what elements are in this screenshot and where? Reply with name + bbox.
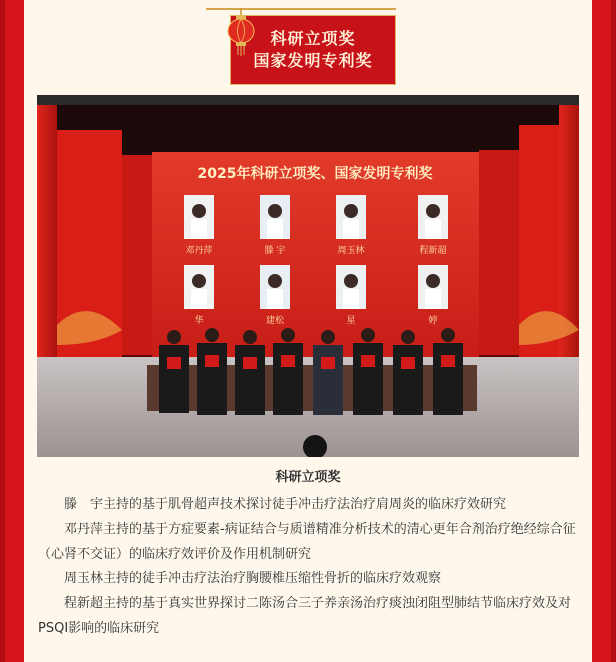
- screen-name-3: 周玉林: [337, 246, 365, 256]
- project-item-1: 滕 宇主持的基于肌骨超声技术探讨徒手冲击疗法治疗肩周炎的临床疗效研究: [64, 497, 507, 512]
- screen-name-6: 建松: [265, 316, 285, 326]
- photo-caption: 科研立项奖: [275, 470, 341, 485]
- screen-name-2: 滕 宇: [264, 246, 286, 256]
- screen-name-1: 邓丹萍: [185, 246, 213, 256]
- banner-title-line-2: 国家发明专利奖: [253, 51, 373, 70]
- banner-title-line-1: 科研立项奖: [270, 29, 356, 48]
- screen-name-8: 婷: [428, 316, 438, 326]
- screen-title: 2025年科研立项奖、国家发明专利奖: [197, 166, 433, 182]
- lantern-icon: [226, 8, 256, 56]
- project-list: [38, 493, 583, 642]
- screen-name-7: 星: [346, 316, 356, 326]
- project-item-2: 邓丹萍主持的基于方症要素-病证结合与质谱精准分析技术的清心更年合剂治疗绝经综合征（心肾不交证）的临床疗效评价及作用机制研究: [38, 521, 576, 562]
- project-item-3: 周玉林主持的徒手冲击疗法治疗胸腰椎压缩性骨折的临床疗效观察: [64, 571, 442, 587]
- left-frame-border: [0, 0, 5, 662]
- project-item-4: 程新超主持的基于真实世界探讨二陈汤合三子养亲汤治疗痰浊闭阻型肺结节临床疗效及对PSQI影响的临床研究: [38, 596, 572, 636]
- screen-name-5: 华: [194, 316, 204, 326]
- award-ceremony-photo: [37, 95, 579, 457]
- right-frame-border: [611, 0, 616, 662]
- ceremony-scene: [37, 95, 579, 457]
- screen-name-4: 程新超: [419, 246, 447, 256]
